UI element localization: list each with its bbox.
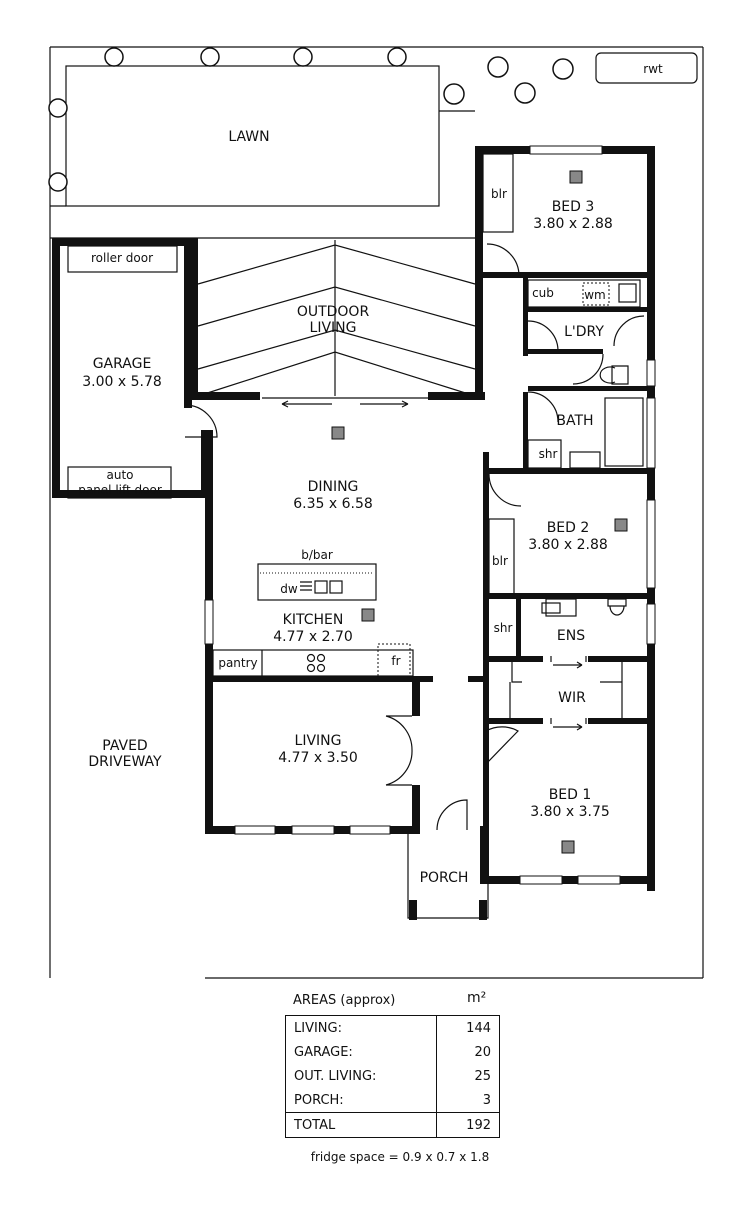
paved-label: PAVED [102, 738, 148, 754]
bed2-door-swing [489, 474, 521, 506]
areas-grid [285, 1015, 500, 1138]
bed3-door-swing [487, 244, 519, 276]
rwt-label: rwt [643, 62, 663, 76]
area-label: PORCH: [294, 1092, 344, 1108]
tree-icon [488, 57, 508, 77]
bed2-light-icon [615, 519, 627, 531]
site-boundary [50, 47, 703, 978]
bed3-label: BED 3 [551, 199, 595, 215]
blr-2-label: blr [492, 554, 508, 568]
area-value: 20 [436, 1040, 499, 1064]
sink-icon [300, 581, 342, 593]
bed2-label: BED 2 [546, 520, 590, 536]
auto-label: auto [106, 468, 134, 482]
bed2-size: 3.80 x 2.88 [528, 537, 608, 553]
area-value: 144 [436, 1016, 499, 1041]
area-label: LIVING: [294, 1020, 342, 1036]
table-row [286, 1064, 500, 1088]
porch-label: PORCH [419, 870, 469, 886]
tree-icon [515, 83, 535, 103]
total-value: 192 [436, 1113, 499, 1138]
shr-ens-label: shr [493, 621, 513, 635]
trees [49, 48, 573, 191]
areas-unit: m² [467, 990, 487, 1006]
kitchen-light-icon [362, 609, 374, 621]
bath-door-swing [573, 354, 603, 384]
kitchen-label: KITCHEN [282, 612, 344, 628]
tree-icon [388, 48, 406, 66]
area-value: 3 [436, 1088, 499, 1113]
table-row [286, 1088, 500, 1113]
area-label: OUT. LIVING: [294, 1068, 377, 1084]
wm-label: wm [584, 288, 606, 302]
area-label: GARAGE: [294, 1044, 353, 1060]
dining-light-icon [332, 427, 344, 439]
bed3-size: 3.80 x 2.88 [533, 216, 613, 232]
table-row [286, 1016, 500, 1041]
bath-label: BATH [556, 413, 594, 429]
laundry-label: L'DRY [564, 324, 604, 340]
cub-label: cub [532, 286, 554, 300]
front-door-swing [437, 800, 467, 830]
dw-label: dw [280, 582, 298, 596]
blr-label: blr [491, 187, 507, 201]
tree-icon [201, 48, 219, 66]
area-value: 25 [436, 1064, 499, 1088]
total-row [286, 1113, 500, 1138]
bed1-size: 3.80 x 3.75 [530, 804, 610, 820]
dining-label: DINING [307, 479, 359, 495]
bed3-light-icon [570, 171, 582, 183]
windows [205, 146, 655, 884]
table-row [286, 1040, 500, 1064]
fridge-label: fr [391, 654, 401, 668]
tree-icon [49, 99, 67, 117]
house-walls [205, 146, 655, 891]
pantry-label: pantry [218, 656, 258, 670]
wir-label: WIR [558, 690, 586, 706]
outdoor-label-2: LIVING [309, 320, 357, 336]
sliding-door [262, 398, 428, 407]
garage-label: GARAGE [92, 356, 152, 372]
tree-icon [294, 48, 312, 66]
tree-icon [49, 173, 67, 191]
living-double-door [386, 716, 412, 785]
tree-icon [444, 84, 464, 104]
panel-lift-label: panel lift door [78, 483, 162, 497]
tree-icon [553, 59, 573, 79]
bathtub [605, 398, 643, 466]
ens-wc-icon [608, 599, 626, 615]
driveway-label: DRIVEWAY [88, 754, 162, 770]
shr-label: shr [538, 447, 558, 461]
kitchen-size: 4.77 x 2.70 [273, 629, 353, 645]
island-bench [258, 564, 376, 600]
areas-heading: AREAS (approx) [293, 993, 396, 1008]
bed1-light-icon [562, 841, 574, 853]
cooktop-icon [308, 655, 325, 672]
living-size: 4.77 x 3.50 [278, 750, 358, 766]
bed1-label: BED 1 [548, 787, 592, 803]
living-label: LIVING [294, 733, 342, 749]
bbar-label: b/bar [301, 548, 333, 562]
fridge-space-note: fridge space = 0.9 x 0.7 x 1.8 [310, 1150, 490, 1164]
tree-icon [105, 48, 123, 66]
outdoor-label-1: OUTDOOR [296, 304, 370, 320]
garage-size: 3.00 x 5.78 [82, 374, 162, 390]
ens-label: ENS [556, 628, 586, 644]
lawn-label: LAWN [228, 129, 270, 145]
wc-icon [600, 366, 628, 384]
dining-size: 6.35 x 6.58 [293, 496, 373, 512]
roller-door-label: roller door [90, 251, 154, 265]
total-label: TOTAL [286, 1113, 437, 1138]
